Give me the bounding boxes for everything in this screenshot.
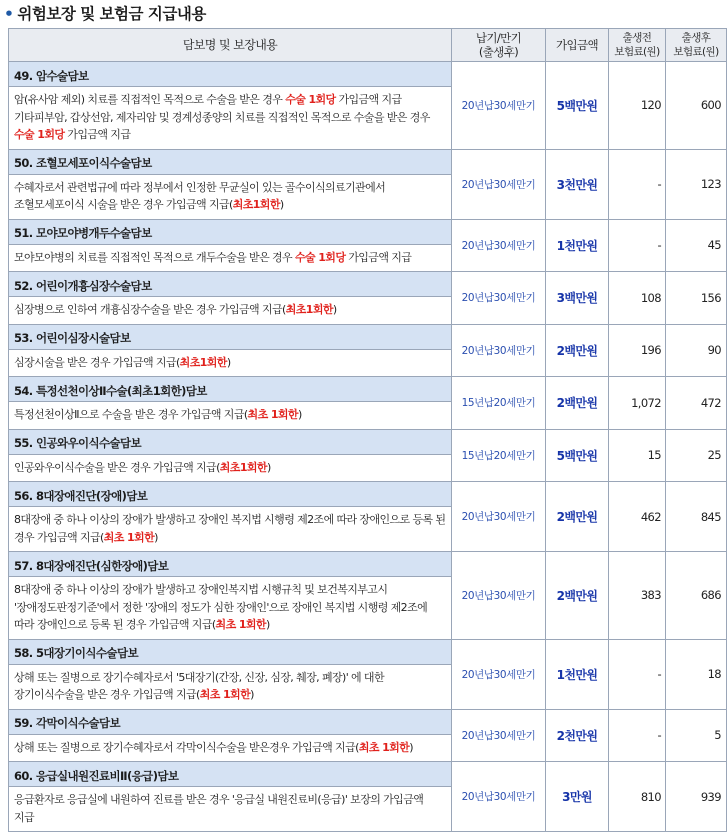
coverage-name: 57. 8대장애진단(심한장애)담보 — [9, 552, 452, 577]
description-paragraph — [14, 406, 446, 424]
coverage-title-row — [9, 639, 727, 664]
payment-period: 20년납30세만기 — [452, 149, 546, 219]
coverage-description — [9, 734, 452, 762]
description-text: 8대장애 중 하나 이상의 장애가 발생하고 장애인 복지법 시행령 제2조에 따라 장애인으로 등록 된 경우 가입금액 지급( — [14, 513, 446, 544]
description-text: 심장병으로 인하여 개흉심장수술을 받은 경우 가입금액 지급( — [14, 303, 286, 316]
table-header-row — [9, 29, 727, 62]
premium-before-birth: - — [609, 639, 666, 709]
coverage-name: 52. 어린이개흉심장수술담보 — [9, 272, 452, 297]
coverage-name: 50. 조혈모세포이식수술담보 — [9, 149, 452, 174]
highlight-text: 최초 1회한 — [247, 408, 298, 421]
bullet-icon: • — [4, 5, 14, 23]
payment-period: 20년납30세만기 — [452, 482, 546, 552]
coverage-title-row — [9, 377, 727, 402]
premium-after-birth: 472 — [666, 377, 727, 430]
description-paragraph — [14, 459, 446, 477]
insured-amount: 3만원 — [546, 762, 609, 832]
coverage-description — [9, 87, 452, 150]
coverage-description — [9, 577, 452, 640]
description-text: 가입금액 지급 — [345, 250, 412, 264]
header-amount: 가입금액 — [546, 29, 609, 62]
description-text: 기타피부암, 갑상선암, 제자리암 및 경계성종양의 치료를 직접적인 목적으로 수술을 받은 경우 — [14, 110, 430, 124]
coverage-description — [9, 244, 452, 272]
description-paragraph — [14, 109, 446, 144]
description-text: ) — [409, 740, 413, 754]
description-text: 가입금액 지급 — [64, 128, 131, 141]
premium-after-birth: 5 — [666, 709, 727, 762]
coverage-title-row — [9, 62, 727, 87]
payment-period: 20년납30세만기 — [452, 762, 546, 832]
highlight-text: 수술 1회당 — [285, 93, 336, 106]
header-period-line2: (출생후) — [478, 45, 519, 59]
coverage-name: 49. 암수술담보 — [9, 62, 452, 87]
header-premium-after-birth — [666, 29, 727, 62]
header-pre-line1: 출생전 — [622, 32, 652, 44]
coverage-title-row — [9, 219, 727, 244]
premium-after-birth: 600 — [666, 62, 727, 150]
highlight-text: 최초 1회한 — [199, 688, 251, 701]
coverage-name: 60. 응급실내원진료비Ⅱ(응급)담보 — [9, 762, 452, 787]
coverage-description — [9, 507, 452, 552]
header-pre-line2: 보험료(원) — [614, 46, 660, 58]
premium-before-birth: 15 — [609, 429, 666, 482]
premium-before-birth: 108 — [609, 272, 666, 325]
insured-amount: 2백만원 — [546, 482, 609, 552]
payment-period: 20년납30세만기 — [452, 639, 546, 709]
coverage-description — [9, 174, 452, 219]
coverage-description — [9, 664, 452, 709]
description-text: 인공와우이식수술을 받은 경우 가입금액 지급( — [14, 460, 220, 474]
premium-after-birth: 845 — [666, 482, 727, 552]
coverage-description — [9, 454, 452, 482]
payment-period: 15년납20세만기 — [452, 429, 546, 482]
highlight-text: 수술 1회당 — [294, 250, 346, 264]
highlight-text: 최초 1회한 — [358, 740, 410, 754]
coverage-name: 59. 각막이식수술담보 — [9, 709, 452, 734]
description-text: ) — [154, 530, 158, 544]
header-period — [452, 29, 546, 62]
coverage-name: 55. 인공와우이식수술담보 — [9, 429, 452, 454]
insured-amount: 3백만원 — [546, 272, 609, 325]
description-paragraph — [14, 581, 446, 634]
header-premium-before-birth — [609, 29, 666, 62]
description-text: 8대장애 중 하나 이상의 장애가 발생하고 장애인복지법 시행규칙 및 보건복지부고시 '장애정도판정기준'에서 정한 '장애의 정도가 심한 장애인'으로 장애인 복지법 시행령 제2조에 따라 장애인으로 등록 된 경우 가입금액 지급( — [14, 583, 428, 631]
description-paragraph — [14, 249, 446, 267]
premium-before-birth: 196 — [609, 324, 666, 377]
premium-before-birth: 120 — [609, 62, 666, 150]
premium-before-birth: - — [609, 149, 666, 219]
coverage-title-row — [9, 762, 727, 787]
table-body — [9, 62, 727, 832]
insured-amount: 5백만원 — [546, 62, 609, 150]
description-paragraph — [14, 791, 446, 826]
coverage-title-row — [9, 429, 727, 454]
premium-after-birth: 123 — [666, 149, 727, 219]
coverage-table — [8, 28, 727, 832]
description-paragraph — [14, 91, 446, 109]
coverage-title-row — [9, 709, 727, 734]
insured-amount: 2백만원 — [546, 324, 609, 377]
payment-period: 15년납20세만기 — [452, 377, 546, 430]
insured-amount: 2백만원 — [546, 377, 609, 430]
coverage-name: 58. 5대장기이식수술담보 — [9, 639, 452, 664]
payment-period: 20년납30세만기 — [452, 62, 546, 150]
description-paragraph — [14, 179, 446, 214]
payment-period: 20년납30세만기 — [452, 219, 546, 272]
description-paragraph — [14, 301, 446, 319]
highlight-text: 최초 1회한 — [215, 618, 266, 631]
highlight-text: 최초1회한 — [219, 460, 267, 474]
highlight-text: 수술 1회당 — [14, 128, 65, 141]
premium-after-birth: 25 — [666, 429, 727, 482]
highlight-text: 최초1회한 — [179, 355, 227, 369]
payment-period: 20년납30세만기 — [452, 552, 546, 640]
coverage-description — [9, 349, 452, 377]
coverage-title-row — [9, 272, 727, 297]
description-text: ) — [250, 688, 254, 701]
section-title-text: 위험보장 및 보험금 지급내용 — [17, 5, 206, 23]
description-text: ) — [226, 355, 231, 369]
header-post-line2: 보험료(원) — [673, 46, 719, 58]
description-text: 모야모야병의 치료를 직접적인 목적으로 개두수술을 받은 경우 — [14, 250, 295, 264]
description-text: 심장시술을 받은 경우 가입금액 지급( — [14, 355, 180, 369]
highlight-text: 최초 1회한 — [103, 530, 155, 544]
premium-before-birth: 462 — [609, 482, 666, 552]
description-paragraph — [14, 354, 446, 372]
coverage-name: 56. 8대장애진단(장애)담보 — [9, 482, 452, 507]
premium-before-birth: 810 — [609, 762, 666, 832]
insured-amount: 2천만원 — [546, 709, 609, 762]
description-paragraph — [14, 669, 446, 704]
coverage-description — [9, 787, 452, 832]
description-text: ) — [297, 408, 302, 421]
coverage-name: 51. 모야모야병개두수술담보 — [9, 219, 452, 244]
header-coverage-name: 담보명 및 보장내용 — [9, 29, 452, 62]
header-period-line1: 납기/만기 — [475, 31, 522, 45]
premium-before-birth: 383 — [609, 552, 666, 640]
premium-after-birth: 18 — [666, 639, 727, 709]
premium-after-birth: 156 — [666, 272, 727, 325]
coverage-name: 54. 특정선천이상Ⅱ수술(최초1회한)담보 — [9, 377, 452, 402]
insured-amount: 5백만원 — [546, 429, 609, 482]
description-text: 가입금액 지급 — [335, 93, 402, 106]
coverage-title-row — [9, 552, 727, 577]
premium-before-birth: - — [609, 709, 666, 762]
description-text: 상해 또는 질병으로 장기수혜자로서 '5대장기(간장, 신장, 심장, 췌장, 폐장)' 에 대한 장기이식수술을 받은 경우 가입금액 지급( — [14, 670, 384, 701]
description-text: 응급환자로 응급실에 내원하여 진료를 받은 경우 '응급실 내원진료비(응급)' 보장의 가입금액 지급 — [14, 793, 424, 824]
coverage-description — [9, 402, 452, 430]
coverage-title-row — [9, 324, 727, 349]
description-text: ) — [266, 460, 271, 474]
insured-amount: 2백만원 — [546, 552, 609, 640]
coverage-title-row — [9, 482, 727, 507]
coverage-description — [9, 297, 452, 325]
insured-amount: 1천만원 — [546, 219, 609, 272]
premium-before-birth: 1,072 — [609, 377, 666, 430]
insured-amount: 3천만원 — [546, 149, 609, 219]
description-text: 특정선천이상Ⅱ으로 수술을 받은 경우 가입금액 지급( — [14, 408, 248, 421]
coverage-name: 53. 어린이심장시술담보 — [9, 324, 452, 349]
payment-period: 20년납30세만기 — [452, 324, 546, 377]
premium-after-birth: 939 — [666, 762, 727, 832]
description-text: 암(유사암 제외) 치료를 직접적인 목적으로 수술을 받은 경우 — [14, 93, 286, 106]
description-text: ) — [332, 303, 337, 316]
premium-after-birth: 45 — [666, 219, 727, 272]
insured-amount: 1천만원 — [546, 639, 609, 709]
coverage-title-row — [9, 149, 727, 174]
description-paragraph — [14, 511, 446, 546]
payment-period: 20년납30세만기 — [452, 272, 546, 325]
premium-before-birth: - — [609, 219, 666, 272]
description-text: ) — [279, 198, 284, 211]
header-post-line1: 출생후 — [681, 32, 711, 44]
highlight-text: 최초1회한 — [232, 198, 280, 211]
description-text: ) — [265, 618, 270, 631]
section-title — [4, 2, 206, 26]
description-text: 수혜자로서 관련법규에 따라 정부에서 인정한 무균실이 있는 골수이식의료기관에서 조혈모세포이식 시술을 받은 경우 가입금액 지급( — [14, 180, 386, 211]
premium-after-birth: 90 — [666, 324, 727, 377]
highlight-text: 최초1회한 — [285, 303, 333, 316]
description-text: 상해 또는 질병으로 장기수혜자로서 각막이식수술을 받은경우 가입금액 지급( — [14, 740, 359, 754]
description-paragraph — [14, 739, 446, 757]
payment-period: 20년납30세만기 — [452, 709, 546, 762]
premium-after-birth: 686 — [666, 552, 727, 640]
